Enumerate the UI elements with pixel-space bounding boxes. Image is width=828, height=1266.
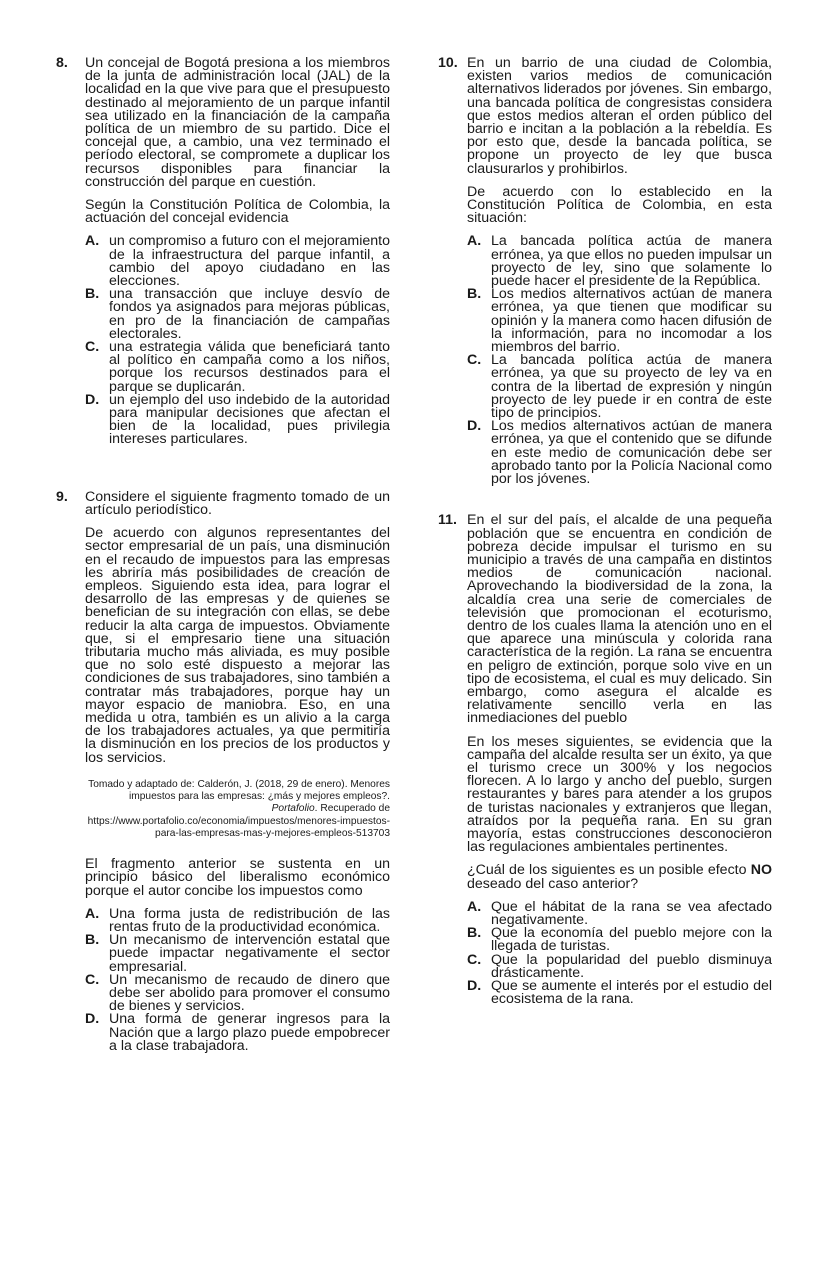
option-text: Los medios alternativos actúan de manera errónea, ya que el contenido que se difunde en este medio de comunicación debe ser aprobado tanto por la Policía Nacional como por los jóvenes. <box>491 418 772 488</box>
option-text: Un mecanismo de intervención estatal que puede impactar negativamente el sector empresarial. <box>109 932 390 975</box>
option-c[interactable] <box>85 341 390 394</box>
option-c[interactable] <box>467 951 772 981</box>
question-intro: Considere el siguiente fragmento tomado de un artículo periodístico. <box>85 488 390 518</box>
question-8 <box>56 57 390 447</box>
question-number: 9. <box>56 488 68 505</box>
citation-url: . Recuperado de https://www.portafolio.co/economia/impuestos/menores-impuestos-para-las-empresas-mas-y-mejores-empleos-513703 <box>87 803 390 839</box>
question-statement: En un barrio de una ciudad de Colombia, existen varios medios de comunicación alternativos liderados por jóvenes. Sin embargo, una bancada política de congresistas considera que estos medios alteran el orden público del barrio e incitan a la población a la rebeldía. Es por esto que, desde la bancada política, se propone un proyecto de ley que busca clausurarlos y prohibirlos. <box>467 55 772 177</box>
option-text: Que la economía del pueblo mejore con la llegada de turistas. <box>491 925 772 955</box>
option-c[interactable] <box>467 354 772 420</box>
citation-text: Tomado y adaptado de: Calderón, J. (2018, 29 de enero). Menores impuestos para las empresas: ¿más y mejores empleos?. <box>88 778 390 803</box>
option-text: La bancada política actúa de manera errónea, ya que ellos no pueden impulsar un proyecto de ley, sino que solamente lo puede hacer el presidente de la República. <box>491 233 772 290</box>
citation <box>85 779 390 840</box>
option-text: Que el hábitat de la rana se vea afectado negativamente. <box>491 898 772 928</box>
options-list <box>85 905 390 1054</box>
option-text: Una forma justa de redistribución de las rentas fruto de la productividad económica. <box>109 905 390 936</box>
option-a[interactable] <box>467 898 772 928</box>
question-prompt: De acuerdo con lo establecido en la Constitución Política de Colombia, en esta situación: <box>467 183 772 227</box>
prompt-emphasis: NO <box>750 862 772 879</box>
article-fragment: De acuerdo con algunos representantes del sector empresarial de un país, una disminución en el recaudo de impuestos para las empresas les abriría más posibilidades de creación de empleos. Siguiendo esta idea, para lograr el desarrollo de las empresas y de quienes se benefician de su integración con ellas, se debe reducir la alta carga de impuestos. Obviamente que, si el empresario tiene una situación tributaria mucho más aliviada, es muy posible que no solo esté dispuesto a mejorar las condiciones de sus trabajadores, sino también a contratar más trabajadores, porque hay un mayor espacio de maniobra. Eso, en una medida u otra, también es un alivio a la carga de los trabajadores actuales, ya que permitiría la disminución en los precios de los productos y los servicios. <box>85 525 390 766</box>
question-statement: En el sur del país, el alcalde de una pequeña población que se encuentra en condición de pobreza decide impulsar el turismo en su municipio a través de una campaña en distintos medios de comunicación nacional. Aprovechando la biodiversidad de la zona, la alcaldía crea una serie de comerciales de televisión que promocionan el ecoturismo, dentro de los cuales llama la atención uno en el que aparece una minúscula y colorida rana característica de la región. La rana se encuentra en peligro de extinción, porque solo vive en un tipo de ecosistema, el cual es muy delicado. Sin embargo, como asegura el alcalde es relativamente sencillo verla en las inmediaciones del pueblo <box>467 512 772 727</box>
question-number: 10. <box>438 55 458 71</box>
option-letter: A. <box>85 233 100 250</box>
option-a[interactable] <box>85 905 390 936</box>
option-text: Una forma de generar ingresos para la Nación que a largo plazo puede empobrecer a la clase trabajadora. <box>109 1011 390 1054</box>
option-letter: A. <box>467 898 482 915</box>
option-text: Que se aumente el interés por el estudio del ecosistema de la rana. <box>491 978 772 1008</box>
option-letter: D. <box>467 418 482 435</box>
option-text: Un mecanismo de recaudo de dinero que debe ser abolido para promover el consumo de bienes y servicios. <box>109 971 390 1015</box>
question-10 <box>438 57 772 486</box>
prompt-text: ¿Cuál de los siguientes es un posible efecto <box>467 862 751 879</box>
option-text: Los medios alternativos actúan de manera errónea, ya que tienen que modificar su opinión y la manera como hacen difusión de la información, para no incomodar a los miembros del barrio. <box>491 286 772 356</box>
option-letter: A. <box>85 905 100 922</box>
question-number: 8. <box>56 55 68 71</box>
option-letter: C. <box>85 971 100 988</box>
option-text: Que la popularidad del pueblo disminuya drásticamente. <box>491 951 772 981</box>
question-11 <box>438 514 772 1006</box>
option-b[interactable] <box>85 288 390 341</box>
option-letter: A. <box>467 233 482 250</box>
option-d[interactable] <box>467 980 772 1006</box>
question-prompt <box>467 864 772 890</box>
question-prompt: El fragmento anterior se sustenta en un principio básico del liberalismo económico porque el autor concibe los impuestos como <box>85 856 390 899</box>
citation-source: Portafolio <box>271 803 315 815</box>
options-list <box>467 235 772 486</box>
question-9 <box>56 488 390 1054</box>
question-prompt: Según la Constitución Política de Colombia, la actuación del concejal evidencia <box>85 197 390 227</box>
option-letter: C. <box>467 951 482 968</box>
option-text: un compromiso a futuro con el mejoramiento de la infraestructura del parque infantil, a cambio del apoyo ciudadano en las elecciones. <box>109 233 390 290</box>
option-c[interactable] <box>85 971 390 1015</box>
option-b[interactable] <box>467 288 772 354</box>
option-letter: B. <box>467 925 482 942</box>
left-column <box>56 57 390 1053</box>
right-column <box>438 57 772 1006</box>
question-number: 11. <box>438 512 457 529</box>
option-b[interactable] <box>85 934 390 974</box>
question-statement-continued: En los meses siguientes, se evidencia que la campaña del alcalde resulta ser un éxito, ya que el turismo crece un 300% y los negocios florecen. A lo largo y ancho del pueblo, surgen restaurantes y bares para atender a los grupos de turistas nacionales y extranjeros que llegan, atraídos por la pequeña rana. En su gran mayoría, estas construcciones desconocieron las regulaciones ambientales pertinentes. <box>467 733 772 856</box>
options-list <box>467 898 772 1008</box>
option-letter: D. <box>85 391 100 408</box>
option-letter: B. <box>467 286 482 303</box>
option-letter: D. <box>85 1011 100 1028</box>
option-a[interactable] <box>85 235 390 288</box>
option-letter: B. <box>85 932 100 949</box>
option-text: un ejemplo del uso indebido de la autoridad para manipular decisiones que afectan el bien de la localidad, pues privilegia intereses particulares. <box>109 391 390 448</box>
options-list <box>85 235 390 446</box>
option-letter: C. <box>467 352 482 369</box>
option-text: La bancada política actúa de manera errónea, ya que su proyecto de ley va en contra de la libertad de expresión y ningún proyecto de ley puede ir en contra de este tipo de principios. <box>491 352 772 422</box>
question-statement: Un concejal de Bogotá presiona a los miembros de la junta de administración local (JAL) de la localidad en la que vive para que el presupuesto destinado al mejoramiento de un parque infantil sea utilizado en la financiación de la campaña política de un miembro de su partido. Dice el concejal que, a cambio, una vez terminado el período electoral, se compromete a duplicar los recursos disponibles para financiar la construcción del parque en cuestión. <box>85 55 390 190</box>
option-a[interactable] <box>467 235 772 288</box>
option-letter: C. <box>85 339 100 356</box>
option-text: una estrategia válida que beneficiará tanto al político en campaña como a los niños, porque los recursos destinados para el parque se duplicarán. <box>109 339 390 395</box>
option-d[interactable] <box>467 420 772 486</box>
option-d[interactable] <box>85 1013 390 1053</box>
option-text: una transacción que incluye desvío de fondos ya asignados para mejoras públicas, en pro de la financiación de campañas electorales. <box>109 286 390 342</box>
option-letter: B. <box>85 286 100 303</box>
prompt-text: deseado del caso anterior? <box>467 875 639 892</box>
option-letter: D. <box>467 978 482 994</box>
option-d[interactable] <box>85 391 390 448</box>
option-b[interactable] <box>467 927 772 953</box>
